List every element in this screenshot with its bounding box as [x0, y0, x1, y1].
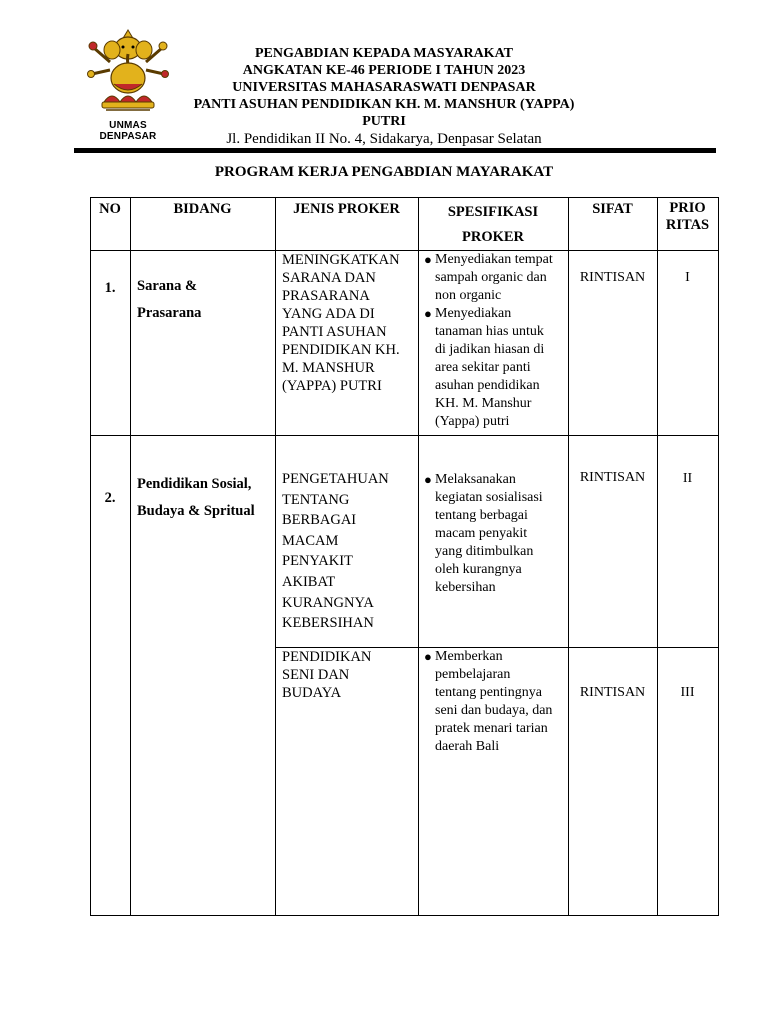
program-table	[90, 197, 719, 916]
spesifikasi-item	[424, 648, 568, 756]
document-header	[170, 45, 598, 149]
row-prioritas: II	[682, 471, 693, 486]
row-number: 2.	[104, 490, 116, 506]
row-prioritas: I	[685, 270, 690, 285]
table-border	[718, 197, 719, 916]
bidang-line: Prasarana	[137, 305, 202, 321]
spesifikasi-line: Melaksanakan	[435, 472, 516, 487]
jenis-line: KURANGNYA	[282, 594, 374, 611]
jenis-line: PRASARANA	[282, 288, 370, 304]
jenis-line: PENGETAHUAN	[282, 471, 389, 487]
bidang-line: Sarana &	[137, 278, 198, 294]
row-jenis-proker	[282, 469, 416, 634]
jenis-line: MACAM	[282, 532, 339, 549]
jenis-line: BERBAGAI	[282, 512, 357, 529]
header-line: UNIVERSITAS MAHASARASWATI DENPASAR	[232, 80, 536, 95]
bullet-icon: ●	[424, 472, 432, 487]
table-border	[275, 197, 276, 916]
header-line: PANTI ASUHAN PENDIDIKAN KH. M. MANSHUR (YAPPA)	[193, 97, 575, 112]
spesifikasi-line: kegiatan sosialisasi	[435, 490, 543, 505]
jenis-line: YANG ADA DI	[282, 306, 375, 322]
table-border	[130, 197, 131, 916]
jenis-line: AKIBAT	[282, 573, 336, 590]
spesifikasi-line: Menyediakan	[435, 306, 512, 321]
table-border	[568, 197, 569, 916]
ganesha-emblem-icon	[82, 26, 174, 118]
spesifikasi-line: tentang pentingnya	[435, 685, 542, 700]
col-header-prioritas-line: PRIO	[669, 200, 706, 216]
col-header-sifat: SIFAT	[592, 201, 633, 217]
col-header-no: NO	[99, 201, 121, 217]
table-border	[418, 197, 419, 916]
spesifikasi-line: oleh kurangnya	[435, 562, 522, 577]
jenis-line: BUDAYA	[282, 685, 342, 701]
col-header-bidang: BIDANG	[173, 201, 232, 217]
spesifikasi-line: seni dan budaya, dan	[435, 703, 553, 718]
bidang-line: Budaya & Spritual	[137, 503, 255, 519]
spesifikasi-item	[424, 305, 568, 431]
table-border	[90, 435, 719, 436]
table-border	[90, 915, 719, 916]
header-divider	[74, 148, 716, 153]
table-border	[657, 197, 658, 916]
jenis-line: PANTI ASUHAN	[282, 324, 387, 340]
bullet-icon: ●	[424, 252, 432, 267]
row-spesifikasi-list	[424, 251, 568, 431]
spesifikasi-line: (Yappa) putri	[435, 414, 510, 429]
header-address: Jl. Pendidikan II No. 4, Sidakarya, Denpasar Selatan	[226, 131, 542, 147]
jenis-line: (YAPPA) PUTRI	[282, 378, 382, 394]
table-border	[90, 197, 719, 198]
jenis-line: SENI DAN	[282, 667, 350, 683]
spesifikasi-line: kebersihan	[435, 580, 496, 595]
spesifikasi-line: area sekitar panti	[435, 360, 531, 375]
col-header-prioritas-line: RITAS	[665, 217, 710, 233]
row-prioritas: III	[680, 685, 695, 700]
row-sifat: RINTISAN	[579, 470, 646, 485]
header-line: PUTRI	[362, 114, 406, 129]
spesifikasi-line: tentang berbagai	[435, 508, 528, 523]
spesifikasi-line: non organic	[435, 288, 502, 303]
row-spesifikasi-list	[424, 648, 568, 756]
row-bidang	[137, 471, 275, 525]
jenis-line: KEBERSIHAN	[282, 615, 374, 632]
unmas-logo	[82, 26, 174, 142]
row-sifat: RINTISAN	[579, 685, 646, 700]
spesifikasi-line: daerah Bali	[435, 739, 500, 754]
jenis-line: SARANA DAN	[282, 270, 376, 286]
spesifikasi-line: pratek menari tarian	[435, 721, 548, 736]
spesifikasi-item	[424, 251, 568, 305]
spesifikasi-line: di jadikan hiasan di	[435, 342, 545, 357]
spesifikasi-line: Menyediakan tempat	[435, 252, 553, 267]
spesifikasi-line: yang ditimbulkan	[435, 544, 534, 559]
jenis-line: PENDIDIKAN KH.	[282, 342, 400, 358]
spesifikasi-item	[424, 471, 568, 597]
jenis-line: M. MANSHUR	[282, 360, 375, 376]
bullet-icon: ●	[424, 649, 432, 664]
spesifikasi-line: asuhan pendidikan	[435, 378, 540, 393]
spesifikasi-line: macam penyakit	[435, 526, 528, 541]
row-bidang	[137, 273, 273, 327]
jenis-line: MENINGKATKAN	[282, 252, 400, 268]
col-header-spesifikasi	[418, 200, 568, 250]
logo-caption: UNMAS DENPASAR	[99, 120, 157, 142]
spesifikasi-line: sampah organic dan	[435, 270, 547, 285]
document-title: PROGRAM KERJA PENGABDIAN MAYARAKAT	[214, 164, 554, 180]
col-header-jenis: JENIS PROKER	[293, 201, 400, 217]
col-header-prioritas	[657, 200, 718, 234]
jenis-line: PENYAKIT	[282, 553, 353, 570]
col-header-spesifikasi-line: SPESIFIKASI	[447, 204, 539, 220]
header-line: PENGABDIAN KEPADA MASYARAKAT	[255, 46, 513, 61]
spesifikasi-line: Memberkan	[435, 649, 503, 664]
row-jenis-proker	[282, 251, 416, 395]
spesifikasi-line: tanaman hias untuk	[435, 324, 544, 339]
spesifikasi-line: KH. M. Manshur	[435, 396, 532, 411]
bidang-line: Pendidikan Sosial,	[137, 476, 252, 492]
row-number: 1.	[104, 280, 116, 296]
row-spesifikasi-list	[424, 471, 568, 597]
jenis-line: PENDIDIKAN	[282, 649, 372, 665]
row-sifat: RINTISAN	[579, 270, 646, 285]
col-header-spesifikasi-line: PROKER	[461, 229, 525, 245]
spesifikasi-line: pembelajaran	[435, 667, 511, 682]
jenis-line: TENTANG	[282, 491, 350, 508]
row-jenis-proker	[282, 648, 416, 702]
table-border	[90, 197, 91, 916]
bullet-icon: ●	[424, 306, 432, 321]
header-line: ANGKATAN KE-46 PERIODE I TAHUN 2023	[242, 63, 526, 78]
